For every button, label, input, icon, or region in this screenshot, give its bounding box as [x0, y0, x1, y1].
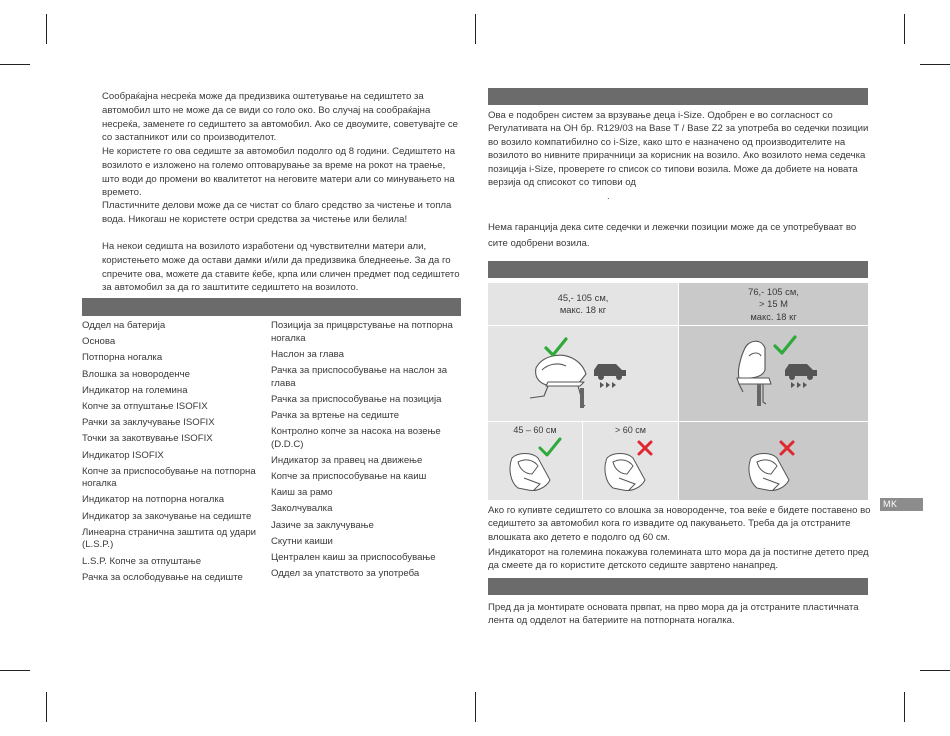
forward-insert-illustration — [679, 422, 868, 500]
crop-mark — [920, 64, 950, 65]
insert-large-label: > 60 см — [615, 425, 646, 435]
stains-paragraph: На некои седишта на возилото изработени од чувствителни матери али, користењето може да остави дамки и/или да предизвика бледнеење. За да го спречите ова, можете да ставите ќебе, крпа или сличен предмет под седиштето за автомобил за да го заштитите седиштето на возилото. — [102, 241, 460, 294]
lifetime-paragraph: Не користете го ова седиште за автомобил подолго од 8 години. Седиштето на возилото е изложено на големо оптоварување за време на рокот на траење, што води до промени во квалитетот на неговите матери али со минувањето на времето. — [102, 146, 456, 199]
forward-seat-illustration — [679, 326, 868, 421]
list-item: Линеарна странична заштита од удари (L.S.P.) — [82, 526, 257, 551]
forward-insert-cell — [679, 422, 868, 500]
insert-paragraph: Ако го купивте седиштето со влошка за новороденче, тоа веќе е бидете поставено во седиштето за автомобил кога го извадите од пакувањето. Треба да ја отстраните влошката ако детето е подолго од 60 см. — [488, 505, 871, 543]
list-item: Рачка за приспособување на наслон за глава — [271, 364, 448, 389]
list-item: Потпорна ногалка — [82, 352, 163, 364]
list-item: Рачка за вртење на седиште — [271, 409, 400, 421]
crop-mark — [475, 14, 476, 44]
check-icon — [540, 439, 560, 455]
rearward-size-label: 45,- 105 см, макс. 18 кг — [557, 292, 609, 316]
cross-icon — [781, 442, 793, 454]
list-item: Каиш за рамо — [271, 487, 333, 499]
list-item: Копче за отпуштање ISOFIX — [82, 400, 208, 412]
list-item: Индикатор за закочување на седиште — [82, 510, 252, 522]
size-indicator-paragraph: Индикаторот на големина покажува големината што мора да ја постигне детето пред да смеете да го користите детското седиште завртено нанапред. — [488, 547, 869, 572]
list-item: Рачки за заклучување ISOFIX — [82, 417, 215, 429]
parts-list-col1 — [82, 320, 257, 588]
list-item: Индикатор на големина — [82, 384, 188, 396]
isize-intro: Ова е подобрен систем за врзување деца i-Size. Одобрен е во согласност со Регулативата на ОН бр. R129/03 на Base T / Base Z2 за употреба во седечки позиции во возило компатибилно со i-Size, како што е назначено од производителите на возилото во нивните прирачници за корисник на возило. Ако возилото нема седечка позиција i-Size, проверете го список со типови возила. Може да добиете на новата верзија од списокот со типови од — [488, 110, 869, 189]
parts-section-bar — [82, 298, 461, 316]
intro-tail: . — [607, 191, 610, 202]
isize-section-bar — [488, 88, 868, 105]
crop-mark — [0, 670, 30, 671]
list-item: Заколчувалка — [271, 503, 333, 515]
list-item: Копче за приспособување на каиш — [271, 471, 427, 483]
list-item: Индикатор на потпорна ногалка — [82, 494, 225, 506]
crop-mark — [904, 692, 905, 722]
cleaning-paragraph: Пластичните делови може да се чистат со благо средство за чистење и топла вода. Никогаш не користете остри средства за чистење или белила! — [102, 200, 452, 225]
list-item: Јазиче за заклучување — [271, 519, 374, 531]
list-item: Влошка за новороденче — [82, 368, 190, 380]
list-item: Наслон за глава — [271, 348, 345, 360]
guarantee-note: Нема гаранција дека сите седечки и лежечки позиции може да се употребуваат во сите одобрени возила. — [488, 222, 857, 249]
language-tab: MK — [880, 498, 923, 511]
list-item: Рачка за ослободување на седиште — [82, 571, 243, 583]
installation-paragraph: Пред да ја монтирате основата првпат, на прво мора да ја отстраните пластичната лента од одделот на батериите на потпорната ногалка. — [488, 602, 859, 627]
crop-mark — [46, 692, 47, 722]
rearward-seat-illustration — [488, 326, 678, 421]
forward-size-label: 76,- 105 см, > 15 М макс. 18 кг — [748, 286, 799, 322]
check-icon — [775, 337, 795, 353]
list-item: Индикатор ISOFIX — [82, 449, 164, 461]
list-item: Централен каиш за приспособување — [271, 552, 436, 564]
crop-mark — [0, 64, 30, 65]
crop-mark — [920, 670, 950, 671]
crop-mark — [904, 14, 905, 44]
insert-small-label: 45 – 60 см — [513, 425, 557, 435]
list-item: Оддел на батерија — [82, 320, 166, 331]
installation-section-bar — [488, 578, 868, 595]
parts-list-col2 — [271, 320, 461, 584]
forward-illustration-cell — [679, 326, 868, 421]
list-item: Точки за закотвување ISOFIX — [82, 433, 213, 445]
usage-table-bar — [488, 261, 868, 278]
list-item: Основа — [82, 336, 116, 348]
list-item: Оддел за упатството за употреба — [271, 568, 420, 580]
accident-paragraph: Сообраќајна несреќа може да предизвика оштетување на седиштето за автомобил што не може да се види со голо око. Во случај на сообраќајна несреќа, заменете го седиштето за автомобил. Ако се двоумите, советувајте се со застапникот или со производителот. — [102, 91, 458, 144]
list-item: Копче за приспособување на потпорна ногалка — [82, 465, 256, 490]
list-item: Индикатор за правец на движење — [271, 454, 423, 466]
list-item: Позиција за прицврстување на потпорна ногалка — [271, 320, 453, 344]
crop-mark — [475, 692, 476, 722]
rearward-illustration-cell — [488, 326, 678, 421]
check-icon — [546, 339, 566, 355]
list-item: Рачка за приспособување на позиција — [271, 393, 442, 405]
list-item: Скутни каиши — [271, 535, 333, 547]
crop-mark — [46, 14, 47, 44]
cross-icon — [639, 442, 651, 454]
list-item: Контролно копче за насока на возење (D.D.C) — [271, 426, 441, 450]
list-item: L.S.P. Копче за отпуштање — [82, 555, 202, 567]
